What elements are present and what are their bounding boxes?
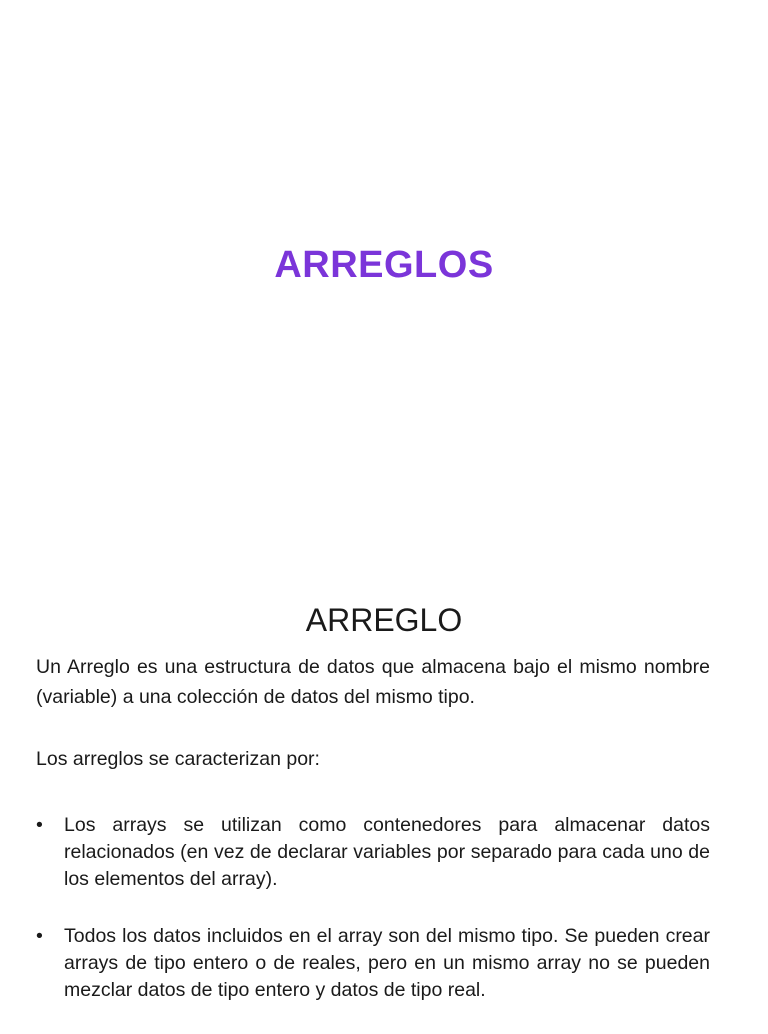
list-item [36,923,710,1004]
slide-content [0,576,768,1024]
characteristics-list [36,812,710,1034]
slide-content-heading: ARREGLO [305,602,463,638]
characteristics-lead: Los arreglos se caracterizan por: [36,748,320,770]
list-item-text: Los arrays se utilizan como contenedores para almacenar datos relacionados (en vez de declarar variables por separado para cada uno de los elementos del array). [64,814,710,890]
slide-title-heading: ARREGLOS [274,244,494,286]
list-item [36,812,710,893]
bullet-icon: • [36,814,43,836]
definition-paragraph: Un Arreglo es una estructura de datos que almacena bajo el mismo nombre (variable) a una colección de datos del mismo tipo. [36,656,710,708]
list-item-text: Todos los datos incluidos en el array son del mismo tipo. Se pueden crear arrays de tipo entero o de reales, pero en un mismo array no se pueden mezclar datos de tipo entero y datos de tipo real. [64,925,710,1001]
bullet-icon: • [36,925,43,947]
